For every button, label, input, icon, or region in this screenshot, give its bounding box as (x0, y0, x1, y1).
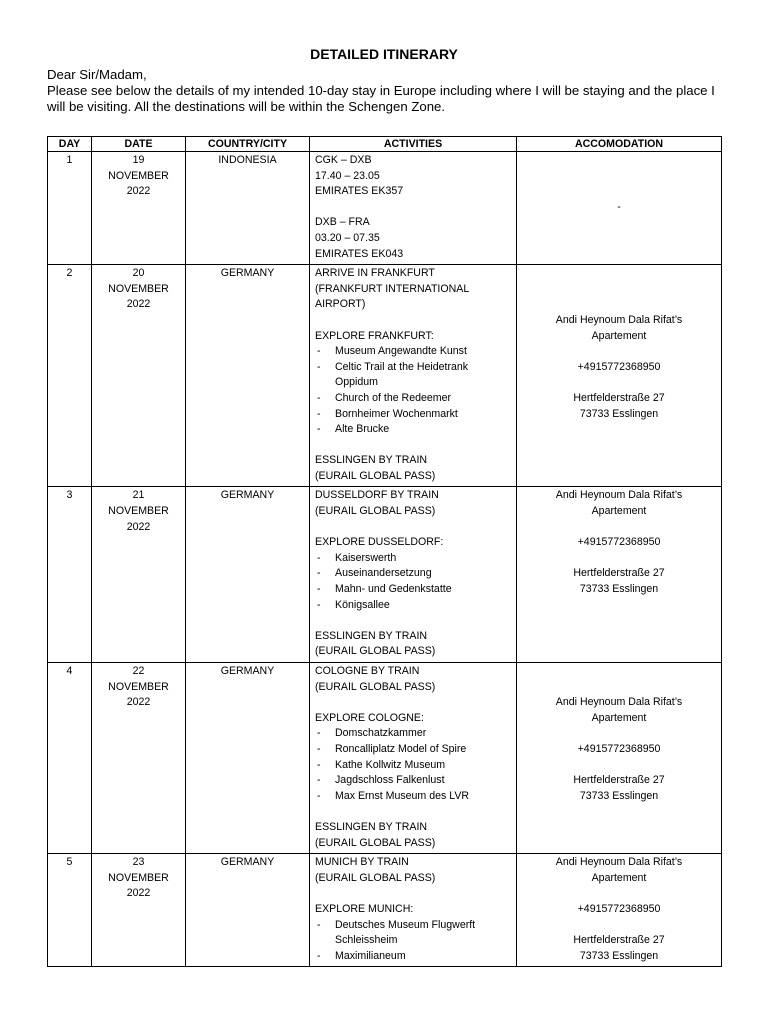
spacer (522, 726, 716, 742)
spacer (522, 344, 716, 360)
itinerary-table (47, 136, 722, 967)
country-value: GERMANY (220, 665, 275, 677)
activity-line: ESSLINGEN BY TRAIN (315, 820, 428, 833)
activity-line: (EURAIL GLOBAL PASS) (315, 505, 436, 518)
date-cell (92, 854, 186, 967)
document-title: DETAILED ITINERARY (310, 46, 458, 62)
table-row (48, 854, 722, 967)
activity-line: 03.20 – 07.35 (315, 231, 380, 244)
activity-bullet-item (315, 949, 511, 965)
accommodation-line: Hertfelderstraße 27 (573, 774, 665, 787)
activity-bullet-text: Jagdschloss Falkenlust (335, 774, 445, 787)
accommodation-cell (517, 152, 722, 265)
spacer (522, 680, 716, 696)
activity-bullet-text: Celtic Trail at the Heidetrank Oppidum (335, 360, 469, 389)
spacer (522, 169, 716, 185)
activity-line: DUSSELDORF BY TRAIN (315, 489, 439, 502)
country-value: INDONESIA (218, 154, 277, 166)
spacer (522, 375, 716, 391)
accommodation-line: - (617, 200, 621, 213)
date-line: NOVEMBER (108, 282, 169, 295)
activity-bullet-item (315, 742, 511, 758)
spacer (315, 804, 511, 820)
activity-bullet-text: Alte Brucke (335, 423, 390, 436)
date-line: 22 (132, 665, 145, 677)
country-cell (186, 487, 310, 663)
accommodation-line: Andi Heynoum Dala Rifat’s (555, 696, 683, 709)
activity-line: DXB – FRA (315, 216, 370, 229)
spacer (522, 184, 716, 200)
activity-bullet-item (315, 422, 511, 438)
day-value: 4 (66, 665, 73, 677)
dash-bullet-icon: - (317, 949, 321, 962)
activities-cell (310, 152, 517, 265)
activity-bullet-item (315, 566, 511, 582)
activity-bullet-item (315, 360, 511, 391)
activity-bullet-item (315, 391, 511, 407)
date-line: 21 (132, 489, 145, 502)
country-value: GERMANY (220, 267, 275, 280)
header-activities: ACTIVITIES (310, 137, 517, 152)
activity-bullet-item (315, 726, 511, 742)
table-row (48, 487, 722, 663)
intro-paragraph: Please see below the details of my intended 10-day stay in Europe including where I will be staying and the place I will be visiting. All the destinations will be within the Schengen Zone. (47, 83, 715, 114)
date-line: 19 (132, 154, 145, 166)
dash-bullet-icon: - (317, 918, 321, 931)
activity-bullet-text: Deutsches Museum Flugwerft Schleissheim (335, 918, 476, 947)
date-line: NOVEMBER (108, 680, 169, 693)
spacer (315, 313, 511, 329)
greeting: Dear Sir/Madam, (47, 67, 147, 82)
activity-line: (EURAIL GLOBAL PASS) (315, 469, 436, 482)
date-line: 2022 (126, 696, 151, 709)
accommodation-line: 73733 Esslingen (579, 407, 659, 420)
accommodation-line: Apartement (591, 329, 647, 342)
spacer (522, 297, 716, 313)
activity-line: MUNICH BY TRAIN (315, 856, 409, 869)
accommodation-line: Hertfelderstraße 27 (573, 391, 665, 404)
accommodation-line: Andi Heynoum Dala Rifat’s (555, 313, 683, 326)
activity-bullet-text: Bornheimer Wochenmarkt (335, 407, 458, 420)
spacer (522, 758, 716, 774)
activity-line: EMIRATES EK043 (315, 247, 404, 260)
table-row (48, 663, 722, 854)
accommodation-line: Apartement (591, 505, 647, 518)
accommodation-line: Andi Heynoum Dala Rifat’s (555, 489, 683, 502)
activity-bullet-item (315, 773, 511, 789)
activity-bullet-text: Museum Angewandte Kunst (335, 345, 467, 358)
spacer (522, 664, 716, 680)
dash-bullet-icon: - (317, 567, 321, 580)
accommodation-cell (517, 265, 722, 487)
accommodation-line: 73733 Esslingen (579, 583, 659, 596)
spacer (522, 266, 716, 282)
spacer (315, 438, 511, 454)
accommodation-line: Apartement (591, 871, 647, 884)
accommodation-line: +4915772368950 (577, 902, 661, 915)
country-value: GERMANY (220, 489, 275, 502)
dash-bullet-icon: - (317, 758, 321, 771)
activity-bullet-item (315, 598, 511, 614)
spacer (315, 520, 511, 536)
country-cell (186, 663, 310, 854)
activity-bullet-item (315, 758, 511, 774)
accommodation-line: Andi Heynoum Dala Rifat’s (555, 856, 683, 869)
header-accomodation: ACCOMODATION (517, 137, 722, 152)
country-cell (186, 265, 310, 487)
country-cell (186, 152, 310, 265)
date-line: 23 (132, 856, 145, 869)
activity-line: (EURAIL GLOBAL PASS) (315, 871, 436, 884)
spacer (522, 282, 716, 298)
intro-block (47, 67, 727, 115)
spacer (522, 918, 716, 934)
activity-bullet-text: Max Ernst Museum des LVR (335, 789, 470, 802)
table-header-row (48, 137, 722, 152)
spacer (315, 200, 511, 216)
day-value: 3 (66, 489, 73, 502)
dash-bullet-icon: - (317, 598, 321, 611)
activity-bullet-text: Domschatzkammer (335, 727, 427, 740)
accommodation-line: Hertfelderstraße 27 (573, 934, 665, 947)
activity-line: (EURAIL GLOBAL PASS) (315, 836, 436, 849)
accommodation-line: 73733 Esslingen (579, 789, 659, 802)
activity-line: (EURAIL GLOBAL PASS) (315, 680, 436, 693)
spacer (522, 153, 716, 169)
activity-line: AIRPORT) (315, 298, 366, 311)
activity-bullet-item (315, 789, 511, 805)
accommodation-cell (517, 487, 722, 663)
activity-bullet-item (315, 407, 511, 423)
accommodation-line: +4915772368950 (577, 360, 661, 373)
activity-bullet-text: Kaiserswerth (335, 551, 397, 564)
activities-cell (310, 265, 517, 487)
activity-bullet-text: Church of the Redeemer (335, 391, 452, 404)
activity-line: (FRANKFURT INTERNATIONAL (315, 282, 470, 295)
activity-line: EXPLORE MUNICH: (315, 902, 414, 915)
country-value: GERMANY (220, 856, 275, 869)
accommodation-line: 73733 Esslingen (579, 949, 659, 962)
accommodation-cell (517, 663, 722, 854)
country-cell (186, 854, 310, 967)
day-cell (48, 152, 92, 265)
date-line: 2022 (126, 887, 151, 900)
activity-bullet-text: Maximilianeum (335, 949, 406, 962)
date-line: 20 (132, 267, 145, 280)
activity-bullet-item (315, 344, 511, 360)
date-cell (92, 663, 186, 854)
activities-cell (310, 854, 517, 967)
header-date: DATE (92, 137, 186, 152)
activity-bullet-text: Mahn- und Gedenkstatte (335, 583, 452, 596)
activity-bullet-text: Königsallee (335, 598, 390, 611)
date-cell (92, 265, 186, 487)
accommodation-line: +4915772368950 (577, 742, 661, 755)
activity-line: CGK – DXB (315, 154, 372, 166)
activity-line: ARRIVE IN FRANKFURT (315, 267, 435, 280)
day-cell (48, 854, 92, 967)
date-line: NOVEMBER (108, 169, 169, 182)
activity-bullet-item (315, 918, 511, 949)
day-cell (48, 265, 92, 487)
activity-bullet-item (315, 582, 511, 598)
date-line: 2022 (126, 185, 151, 198)
accommodation-line: Hertfelderstraße 27 (573, 567, 665, 580)
day-value: 5 (66, 856, 73, 869)
activity-line: 17.40 – 23.05 (315, 169, 380, 182)
activity-line: COLOGNE BY TRAIN (315, 665, 420, 677)
activity-line: EXPLORE DUSSELDORF: (315, 536, 444, 549)
accommodation-line: Apartement (591, 711, 647, 724)
date-line: NOVEMBER (108, 871, 169, 884)
header-day: DAY (48, 137, 92, 152)
spacer (315, 613, 511, 629)
dash-bullet-icon: - (317, 423, 321, 436)
dash-bullet-icon: - (317, 774, 321, 787)
date-cell (92, 152, 186, 265)
dash-bullet-icon: - (317, 742, 321, 755)
dash-bullet-icon: - (317, 551, 321, 564)
dash-bullet-icon: - (317, 727, 321, 740)
date-line: NOVEMBER (108, 505, 169, 518)
activity-line: EXPLORE COLOGNE: (315, 711, 424, 724)
spacer (315, 695, 511, 711)
dash-bullet-icon: - (317, 345, 321, 358)
day-value: 1 (66, 154, 73, 166)
activities-cell (310, 487, 517, 663)
activity-line: (EURAIL GLOBAL PASS) (315, 645, 436, 658)
activity-bullet-text: Auseinandersetzung (335, 567, 432, 580)
day-value: 2 (66, 267, 73, 280)
spacer (522, 520, 716, 536)
table-body (48, 152, 722, 967)
spacer (315, 886, 511, 902)
activity-line: ESSLINGEN BY TRAIN (315, 629, 428, 642)
date-line: 2022 (126, 520, 151, 533)
accommodation-line: +4915772368950 (577, 536, 661, 549)
table-row (48, 265, 722, 487)
day-cell (48, 663, 92, 854)
activity-line: EXPLORE FRANKFURT: (315, 329, 434, 342)
day-cell (48, 487, 92, 663)
activities-cell (310, 663, 517, 854)
date-cell (92, 487, 186, 663)
dash-bullet-icon: - (317, 789, 321, 802)
accommodation-cell (517, 854, 722, 967)
activity-bullet-item (315, 551, 511, 567)
spacer (522, 886, 716, 902)
activity-line: EMIRATES EK357 (315, 185, 404, 198)
activity-bullet-text: Roncalliplatz Model of Spire (335, 742, 467, 755)
spacer (522, 551, 716, 567)
date-line: 2022 (126, 298, 151, 311)
dash-bullet-icon: - (317, 407, 321, 420)
header-country-city: COUNTRY/CITY (186, 137, 310, 152)
activity-bullet-text: Kathe Kollwitz Museum (335, 758, 446, 771)
dash-bullet-icon: - (317, 360, 321, 373)
activity-line: ESSLINGEN BY TRAIN (315, 454, 428, 467)
dash-bullet-icon: - (317, 583, 321, 596)
dash-bullet-icon: - (317, 391, 321, 404)
table-row (48, 152, 722, 265)
